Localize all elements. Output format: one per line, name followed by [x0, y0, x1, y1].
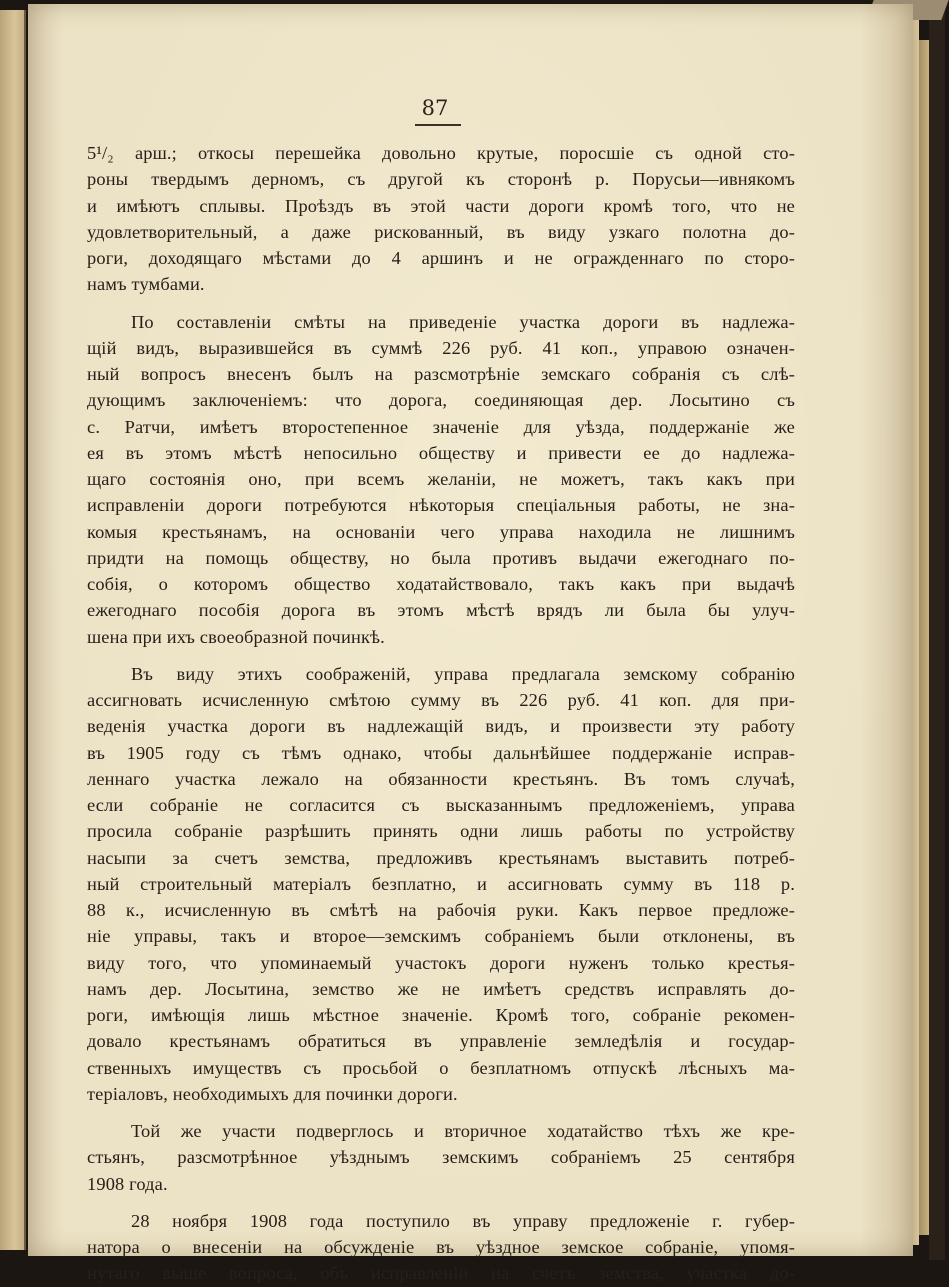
book-cover-edge: [929, 0, 945, 1260]
text-line: ный вопросъ внесенъ былъ на разсмотрѣніе земскаго собранія съ слѣ-: [87, 364, 795, 384]
text-line: ственныхъ имуществъ съ просьбой о безплатномъ отпускѣ лѣсныхъ ма-: [87, 1057, 795, 1078]
text-line: веденія участка дороги въ надлежащій видъ, и произвести эту работу: [87, 716, 795, 737]
text-line: шена при ихъ своеобразной починкѣ.: [87, 626, 385, 647]
text-line: удовлетворительный, а даже рискованный, въ виду узкаго полотна до-: [87, 221, 795, 242]
text-line: Той же участи подверглось и вторичное ходатайство тѣхъ же кре-: [131, 1121, 795, 1141]
text-line: собія, о которомъ общество ходатайствовало, такъ какъ при выдачѣ: [87, 574, 795, 594]
text-line: дующимъ заключеніемъ: что дорога, соединяющая дер. Лосытино съ: [87, 390, 795, 411]
text-line: натора о внесеніи на обсужденіе въ уѣздное земское собраніе, упомя-: [87, 1237, 795, 1257]
text-line: с. Ратчи, имѣетъ второстепенное значеніе для уѣзда, поддержаніе же: [87, 416, 795, 437]
paragraph: [87, 140, 795, 298]
text-line: 28 ноября 1908 года поступило въ управу предложеніе г. губер-: [131, 1210, 795, 1231]
text-line: 88 к., исчисленную въ смѣтѣ на рабочія руки. Какъ первое предложе-: [87, 900, 795, 920]
text-line: ный строительный матеріалъ безплатно, и ассигновать сумму въ 118 р.: [87, 873, 795, 894]
text-line: 1908 года.: [87, 1173, 168, 1194]
text-line: ея въ этомъ мѣстѣ непосильно обществу и привести ее до надлежа-: [87, 442, 795, 463]
text-line: Въ виду этихъ соображеній, управа предлагала земскому собранію: [131, 663, 795, 684]
text-line: намъ тумбами.: [87, 274, 205, 295]
text-line: роги, доходящаго мѣстами до 4 аршинъ и не огражденнаго по сторо-: [87, 248, 795, 268]
text-line: ніе управы, такъ и второе—земскимъ собраніемъ были отклонены, въ: [87, 926, 795, 947]
text-line: стьянъ, разсмотрѣнное уѣзднымъ земскимъ собраніемъ 25 сентября: [87, 1147, 795, 1168]
text-line: ассигновать исчисленную смѣтою сумму въ 226 руб. 41 коп. для при-: [87, 690, 795, 710]
text-line: 5¹/₂ арш.; откосы перешейка довольно крутые, поросшіе съ одной сто-: [87, 143, 795, 163]
text-line: комыя крестьянамъ, на основаніи чего управа находила не лишнимъ: [87, 521, 795, 542]
text-line: виду того, что упоминаемый участокъ дороги нуженъ только крестья-: [87, 952, 795, 973]
text-line: щаго состоянія оно, при всемъ желаніи, не можетъ, такъ какъ при: [87, 469, 795, 489]
text-line: довало крестьянамъ обратиться въ управленіе земледѣлія и государ-: [87, 1031, 795, 1052]
text-line: роны твердымъ дерномъ, съ другой къ сторонѣ р. Порусьи—ивнякомъ: [87, 169, 795, 190]
text-line: насыпи за счетъ земства, предложивъ крестьянамъ выставить потреб-: [87, 847, 795, 868]
text-line: щій видъ, выразившейся въ суммѣ 226 руб. 41 коп., управою означен-: [87, 337, 795, 358]
text-line: если собраніе не согласится съ высказаннымъ предложеніемъ, управа: [87, 795, 795, 815]
page-number-rule: [415, 124, 461, 126]
paragraph: [87, 1208, 795, 1287]
text-line: ежегоднаго пособія дорога въ этомъ мѣстѣ врядъ ли была бы улуч-: [87, 600, 795, 621]
page-stack-edge: [919, 40, 929, 1235]
text-line: роги, имѣющія лишь мѣстное значеніе. Кромѣ того, собраніе рекомен-: [87, 1005, 795, 1025]
text-line: леннаго участка лежало на обязанности крестьянъ. Въ томъ случаѣ,: [87, 768, 795, 789]
page-number: 87: [421, 96, 449, 120]
text-line: теріаловъ, необходимыхъ для починки дороги.: [87, 1083, 458, 1104]
paragraph: [87, 661, 795, 1107]
text-line: просила собраніе разрѣшить принять одни лишь работы по устройству: [87, 821, 795, 842]
text-line: въ 1905 году съ тѣмъ однако, чтобы дальнѣйшее поддержаніе исправ-: [87, 742, 795, 763]
body-text: [87, 140, 795, 1287]
left-page-edge: [0, 10, 26, 1250]
text-line: намъ дер. Лосытина, земство же не имѣетъ средствъ исправлять до-: [87, 978, 795, 999]
paragraph: [87, 1118, 795, 1197]
paragraph: [87, 309, 795, 650]
text-line: нутаго выше вопроса, объ исправленіи на счетъ земства, участка до-: [87, 1263, 795, 1284]
text-line: По составленіи смѣты на приведеніе участка дороги въ надлежа-: [131, 311, 795, 332]
text-line: и имѣютъ сплывы. Проѣздъ въ этой части дороги кромѣ того, что не: [87, 195, 795, 216]
text-line: исправленіи дороги потребуются нѣкоторыя спеціальныя работы, не зна-: [87, 495, 795, 516]
text-line: придти на помощь обществу, но была противъ выдачи ежегоднаго по-: [87, 547, 795, 568]
